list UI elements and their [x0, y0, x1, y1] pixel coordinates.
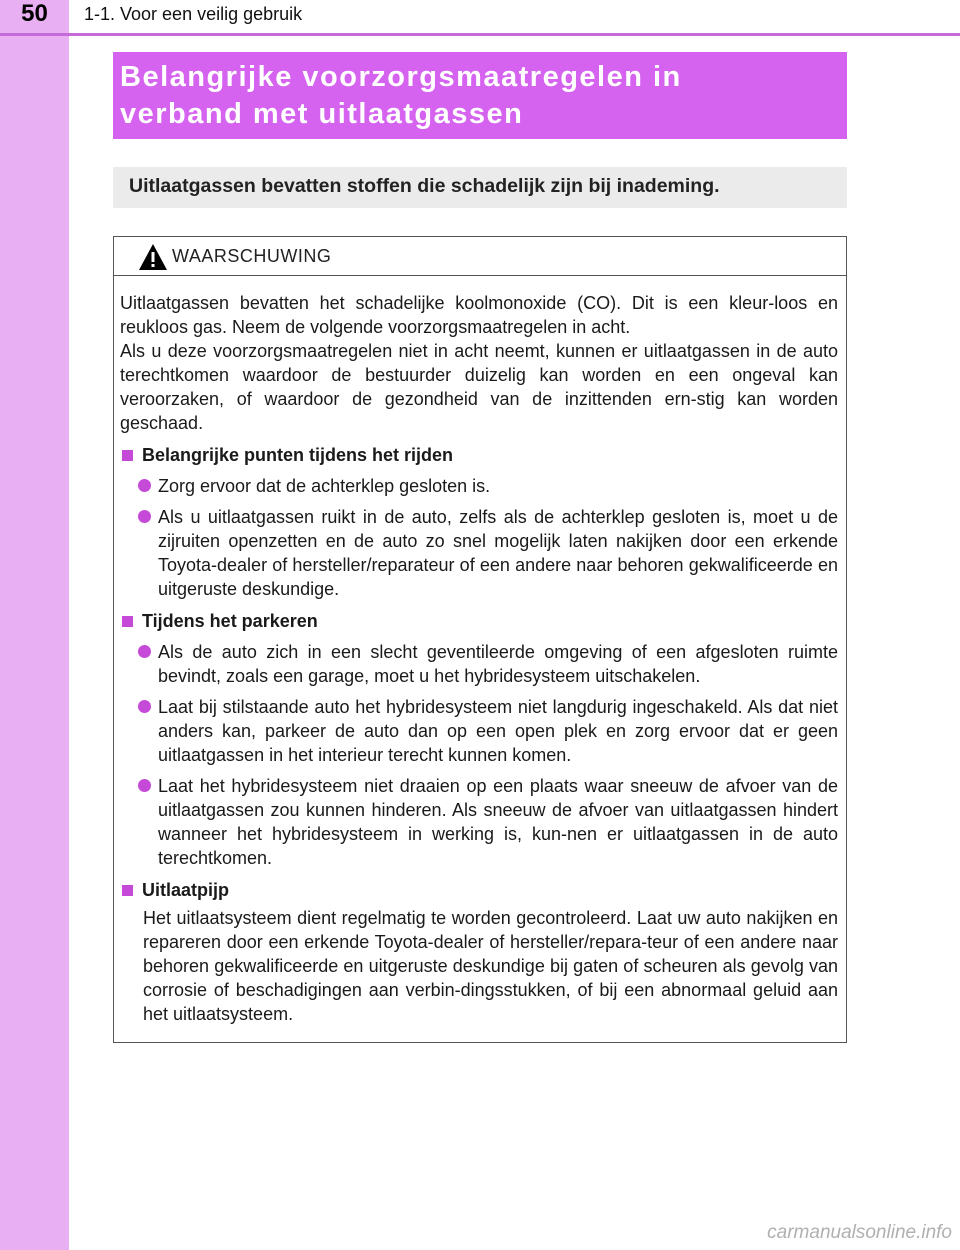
page-number: 50 [21, 0, 48, 27]
warning-box [113, 236, 847, 1043]
summary-box: Uitlaatgassen bevatten stoffen die schadelijk zijn bij inademing. [113, 167, 847, 208]
side-color-strip [0, 0, 69, 1250]
list-item-text: Laat bij stilstaande auto het hybridesysteem niet langdurig ingeschakeld. Als dat niet anders kan, parkeer de auto dan op een open plek en zorg ervoor dat er geen uitlaatgassen in het interieur terecht kunnen komen. [158, 697, 838, 765]
round-bullet-icon [138, 645, 151, 658]
warning-body [114, 276, 846, 1026]
round-bullet-icon [138, 779, 151, 792]
list-item [138, 774, 838, 870]
list-item-text: Zorg ervoor dat de achterklep gesloten is. [158, 476, 491, 496]
warning-triangle-icon [138, 243, 168, 271]
section-heading [120, 878, 838, 902]
section-title-line-2: verband met uitlaatgassen [120, 98, 524, 130]
list-item-text: Laat het hybridesysteem niet draaien op een plaats waar sneeuw de afvoer van de uitlaatgassen zou kunnen hinderen. Als sneeuw de afvoer van uitlaatgassen hindert wanneer het hybridesysteem in werking is, kun-nen er uitlaatgassen in de auto terechtkomen. [158, 776, 838, 868]
warning-header [114, 237, 846, 276]
section-title-line-1: Belangrijke voorzorgsmaatregelen in [120, 61, 682, 93]
list-item [138, 474, 838, 498]
round-bullet-icon [138, 479, 151, 492]
list-item-text: Als u uitlaatgassen ruikt in de auto, zelfs als de achterklep gesloten is, moet u de zijruiten openzetten en de auto zo snel mogelijk laten nakijken door een erkende Toyota-dealer of hersteller/reparateur of een andere naar behoren gekwalificeerde en uitgeruste deskundige. [158, 507, 838, 599]
header-rule [0, 33, 960, 36]
section-heading-text: Tijdens het parkeren [142, 611, 318, 631]
section-title-box [113, 52, 847, 139]
list-item [138, 505, 838, 601]
exhaust-pipe-text: Het uitlaatsysteem dient regelmatig te worden gecontroleerd. Laat uw auto nakijken en repareren door een erkende Toyota-dealer of hersteller/repara-teur of een andere naar behoren gekwalificeerde en uitgeruste deskundige bij gaten of scheuren als gevolg van corrosie of beschadigingen aan verbin-dingsstukken, of bij een abnormaal geluid aan het uitlaatsysteem. [143, 908, 838, 1024]
square-bullet-icon [122, 885, 133, 896]
section-heading [120, 443, 838, 467]
round-bullet-icon [138, 510, 151, 523]
warning-label: WAARSCHUWING [172, 246, 332, 266]
section-heading-text: Belangrijke punten tijdens het rijden [142, 445, 454, 465]
square-bullet-icon [122, 450, 133, 461]
watermark: carmanualsonline.info [767, 1222, 952, 1243]
list-item [138, 695, 838, 767]
list-item [138, 640, 838, 688]
round-bullet-icon [138, 700, 151, 713]
warning-intro-2: Als u deze voorzorgsmaatregelen niet in acht neemt, kunnen er uitlaatgassen in de auto terechtkomen waardoor de bestuurder duizelig kan worden en een ongeval kan veroorzaken, of waardoor de gezondheid van de inzittenden ern-stig kan worden geschaad. [120, 341, 838, 433]
section-heading [120, 609, 838, 633]
chapter-title: 1-1. Voor een veilig gebruik [84, 4, 303, 24]
square-bullet-icon [122, 616, 133, 627]
list-item-text: Als de auto zich in een slecht geventileerde omgeving of een afgesloten ruimte bevindt, zoals een garage, moet u het hybridesysteem uitschakelen. [158, 642, 838, 686]
warning-intro: Uitlaatgassen bevatten het schadelijke koolmonoxide (CO). Dit is een kleur-loos en reukloos gas. Neem de volgende voorzorgsmaatregelen in acht. [120, 293, 838, 337]
section-heading-text: Uitlaatpijp [142, 880, 230, 900]
